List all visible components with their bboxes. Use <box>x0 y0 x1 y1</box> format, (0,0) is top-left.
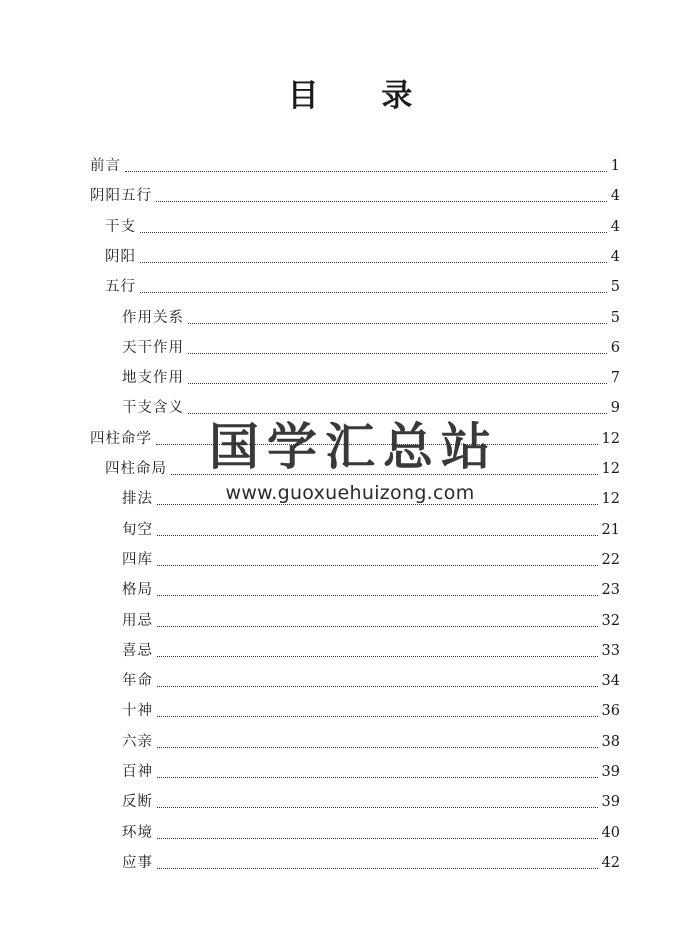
dot-leader <box>157 806 598 808</box>
toc-entry-page: 4 <box>610 248 620 265</box>
dot-leader <box>157 776 598 778</box>
toc-entry-page: 32 <box>601 612 620 629</box>
toc-entry-title: 作用关系 <box>122 309 184 326</box>
dot-leader <box>157 655 598 657</box>
dot-leader <box>157 503 598 505</box>
toc-entry[interactable] <box>90 421 620 451</box>
toc-entry[interactable] <box>105 269 620 299</box>
toc-entry-title: 天干作用 <box>122 339 184 356</box>
dot-leader <box>157 837 598 839</box>
toc-entry-page: 4 <box>610 188 620 205</box>
toc-entry-page: 4 <box>610 218 620 235</box>
toc-entry[interactable] <box>105 209 620 239</box>
dot-leader <box>157 564 598 566</box>
toc-entry-title: 年命 <box>122 673 153 690</box>
dot-leader <box>157 867 598 869</box>
dot-leader <box>157 594 598 596</box>
toc-entry-page: 12 <box>601 491 620 508</box>
toc-entry[interactable] <box>122 784 620 814</box>
toc-entry[interactable] <box>122 512 620 542</box>
toc-entry-title: 用忌 <box>122 612 153 629</box>
toc-entry-page: 5 <box>610 309 620 326</box>
dot-leader <box>171 473 598 475</box>
toc-entry[interactable] <box>122 724 620 754</box>
toc-entry-page: 6 <box>610 339 620 356</box>
dot-leader <box>188 352 607 354</box>
toc-entry-title: 前言 <box>90 158 121 174</box>
watermark-url: www.guoxuehuizong.com <box>221 482 478 504</box>
toc-entry-title: 阴阳五行 <box>90 188 152 205</box>
toc-entry[interactable] <box>90 178 620 208</box>
toc-entry[interactable] <box>122 572 620 602</box>
toc-entry-page: 5 <box>610 279 620 296</box>
toc-entry-page: 39 <box>601 794 620 811</box>
dot-leader <box>188 322 607 324</box>
toc-entry[interactable] <box>105 451 620 481</box>
dot-leader <box>188 382 607 384</box>
toc-entry-page: 42 <box>601 854 620 871</box>
toc-entry[interactable] <box>122 693 620 723</box>
dot-leader <box>156 443 598 445</box>
toc-entry[interactable] <box>122 603 620 633</box>
toc-entry[interactable] <box>122 481 620 511</box>
page-title: 目 录 <box>287 78 439 114</box>
dot-leader <box>156 200 607 202</box>
toc-entry-title: 六亲 <box>122 733 153 750</box>
toc-entry-title: 干支含义 <box>122 400 184 417</box>
toc-entry-page: 22 <box>601 551 620 568</box>
toc-entry[interactable] <box>90 148 620 178</box>
toc-entry-title: 五行 <box>105 279 136 296</box>
toc-entry-page: 38 <box>601 733 620 750</box>
toc-entry[interactable] <box>122 390 620 420</box>
dot-leader <box>188 412 607 414</box>
toc-entry-page: 12 <box>601 430 620 447</box>
toc-entry-title: 四柱命局 <box>105 461 167 477</box>
toc-entry-title: 四库 <box>122 551 153 568</box>
toc-entry-page: 12 <box>601 461 620 477</box>
toc-entry-title: 阴阳 <box>105 248 136 265</box>
toc-entry-title: 十神 <box>122 703 153 720</box>
toc-entry-page: 23 <box>601 582 620 599</box>
toc-entry[interactable] <box>122 633 620 663</box>
toc-entry-page: 34 <box>601 673 620 690</box>
toc-entry[interactable] <box>122 815 620 845</box>
dot-leader <box>125 170 607 172</box>
toc-entry-page: 36 <box>601 703 620 720</box>
toc-entry-page: 40 <box>601 824 620 841</box>
watermark-title: 国学汇总站 <box>209 418 499 476</box>
dot-leader <box>157 534 598 536</box>
toc-entry[interactable] <box>122 754 620 784</box>
toc-entry-title: 环境 <box>122 824 153 841</box>
toc-entry-title: 旬空 <box>122 521 153 538</box>
toc-entry-title: 四柱命学 <box>90 430 152 447</box>
dot-leader <box>140 261 607 263</box>
dot-leader <box>157 685 598 687</box>
toc-entry-page: 9 <box>610 400 620 417</box>
toc-entry-title: 百神 <box>122 764 153 780</box>
toc-entry[interactable] <box>122 360 620 390</box>
dot-leader <box>157 625 598 627</box>
dot-leader <box>140 291 607 293</box>
toc-entry[interactable] <box>105 239 620 269</box>
toc-entry-page: 39 <box>601 764 620 780</box>
toc-entry-page: 21 <box>601 521 620 538</box>
toc-entry-title: 干支 <box>105 218 136 235</box>
toc-entry-title: 格局 <box>122 582 153 599</box>
dot-leader <box>140 231 607 233</box>
toc-entry-title: 地支作用 <box>122 370 184 387</box>
dot-leader <box>157 715 598 717</box>
toc-entry-page: 7 <box>610 370 620 387</box>
toc-entry[interactable] <box>122 300 620 330</box>
dot-leader <box>157 746 598 748</box>
toc-entry[interactable] <box>122 663 620 693</box>
toc-entry-title: 反断 <box>122 794 153 811</box>
toc-entry[interactable] <box>122 845 620 875</box>
toc-entry[interactable] <box>122 330 620 360</box>
toc-entry-title: 喜忌 <box>122 642 153 659</box>
toc-entry-title: 应事 <box>122 854 153 871</box>
toc-entry-title: 排法 <box>122 491 153 508</box>
toc-entry-page: 1 <box>610 158 620 174</box>
toc-entry-page: 33 <box>601 642 620 659</box>
toc-entry[interactable] <box>122 542 620 572</box>
